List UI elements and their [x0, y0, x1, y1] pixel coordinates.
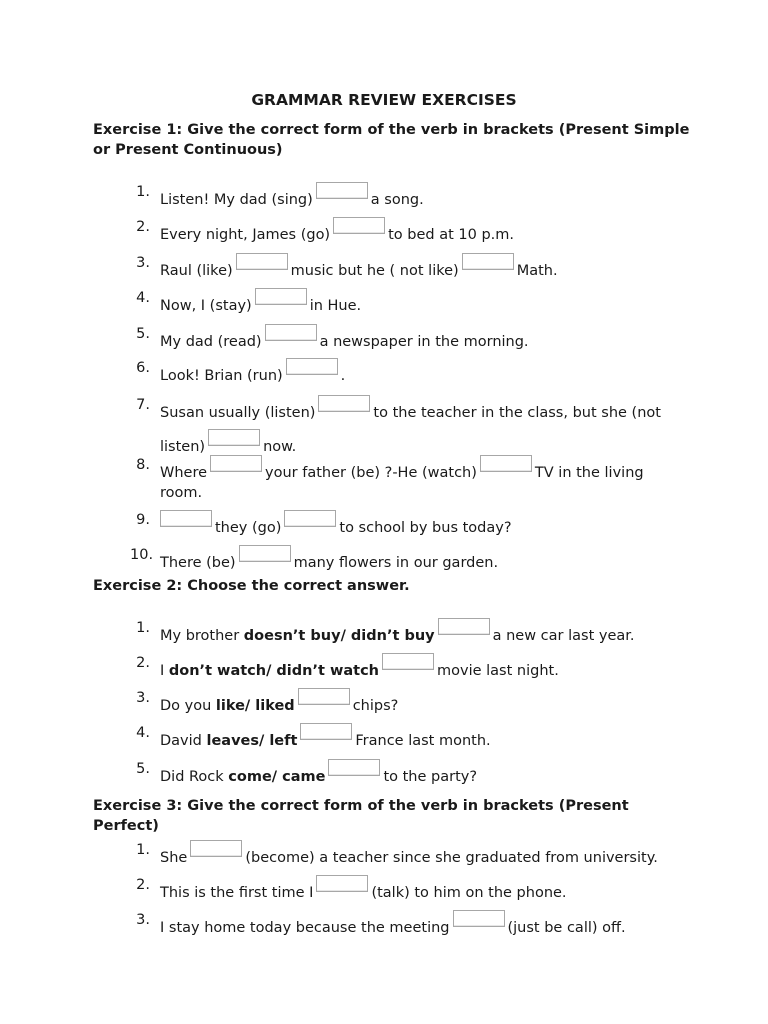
answer-box[interactable] [210, 455, 262, 472]
exercise-1-item-5 [130, 324, 670, 352]
item-text: to school by bus today? [339, 520, 512, 536]
item-text: your father (be) ?-He (watch) [265, 465, 477, 481]
item-number: 1. [136, 620, 150, 636]
item-text: France last month. [355, 733, 491, 749]
exercise-1-item-10 [130, 545, 670, 573]
exercise-2-item-4 [130, 723, 670, 751]
item-number: 1. [136, 842, 150, 858]
item-text: to the teacher in the class, but she (not [373, 405, 661, 421]
item-text: Look! Brian (run) [160, 368, 283, 384]
answer-box[interactable] [265, 324, 317, 341]
item-number: 2. [136, 219, 150, 235]
item-number: 3. [136, 912, 150, 928]
item-text: There (be) [160, 555, 236, 571]
item-number: 2. [136, 877, 150, 893]
answer-options: come/ came [228, 769, 326, 785]
item-text: (become) a teacher since she graduated from university. [245, 850, 658, 866]
item-number: 4. [136, 725, 150, 741]
answer-box[interactable] [316, 875, 368, 892]
answer-box[interactable] [453, 910, 505, 927]
answer-box[interactable] [286, 358, 338, 375]
item-text: David [160, 733, 202, 749]
exercise-1-item-2 [130, 217, 670, 245]
exercise-3-item-1 [130, 840, 670, 868]
exercise-1-item-7 [130, 395, 670, 457]
exercise-1-item-6 [130, 358, 670, 386]
item-text: (talk) to him on the phone. [371, 885, 567, 901]
answer-box[interactable] [318, 395, 370, 412]
exercise-2-item-1 [130, 618, 670, 646]
page-title: GRAMMAR REVIEW EXERCISES [251, 91, 517, 109]
answer-box[interactable] [190, 840, 242, 857]
item-text: Math. [516, 263, 558, 279]
item-text: Did Rock [160, 769, 224, 785]
item-text: Where [160, 465, 208, 481]
item-text: a newspaper in the morning. [319, 334, 529, 350]
item-text: Now, I (stay) [160, 298, 252, 314]
item-text: I stay home today because the meeting [160, 920, 450, 936]
item-text: room. [160, 485, 203, 501]
answer-box[interactable] [382, 653, 434, 670]
item-number: 10. [130, 547, 154, 563]
exercise-2-heading: Exercise 2: Choose the correct answer. [93, 578, 410, 594]
item-text: Raul (like) [160, 263, 233, 279]
item-number: 9. [136, 512, 150, 528]
exercise-3-item-3 [130, 910, 670, 938]
item-number: 3. [136, 690, 150, 706]
item-number: 5. [136, 761, 150, 777]
answer-options: doesn’t buy/ didn’t buy [243, 628, 435, 644]
exercise-2-item-2 [130, 653, 670, 681]
answer-box[interactable] [328, 759, 380, 776]
answer-box[interactable] [236, 253, 288, 270]
exercise-3-item-2 [130, 875, 670, 903]
exercise-3-heading: Exercise 3: Give the correct form of the verb in brackets (Present Perfect) [93, 798, 629, 834]
item-text: they (go) [215, 520, 282, 536]
answer-box[interactable] [208, 429, 260, 446]
answer-box[interactable] [300, 723, 352, 740]
item-number: 2. [136, 655, 150, 671]
item-text: music but he ( not like) [290, 263, 459, 279]
answer-box[interactable] [333, 217, 385, 234]
answer-options: like/ liked [215, 698, 295, 714]
item-text: many flowers in our garden. [293, 555, 499, 571]
answer-box[interactable] [480, 455, 532, 472]
item-number: 5. [136, 326, 150, 342]
answer-box[interactable] [284, 510, 336, 527]
exercise-1-item-3 [130, 253, 670, 281]
answer-options: leaves/ left [206, 733, 298, 749]
answer-box[interactable] [462, 253, 514, 270]
answer-box[interactable] [239, 545, 291, 562]
exercise-1-item-1 [130, 182, 670, 210]
answer-box[interactable] [316, 182, 368, 199]
exercise-1-item-4 [130, 288, 670, 316]
item-text: (just be call) off. [507, 920, 626, 936]
item-text: TV in the living [534, 465, 644, 481]
answer-box[interactable] [298, 688, 350, 705]
item-text: My brother [160, 628, 240, 644]
item-number: 3. [136, 255, 150, 271]
answer-box[interactable] [160, 510, 212, 527]
exercise-1-heading: Exercise 1: Give the correct form of the verb in brackets (Present Simple or Present Continuous) [93, 122, 690, 158]
item-text: chips? [352, 698, 399, 714]
item-number: 6. [136, 360, 150, 376]
item-text: Every night, James (go) [160, 227, 331, 243]
item-text: My dad (read) [160, 334, 262, 350]
exercise-1-item-8 [130, 455, 670, 503]
item-text: now. [263, 439, 297, 455]
item-text: Do you [160, 698, 212, 714]
item-text: to the party? [383, 769, 478, 785]
answer-box[interactable] [438, 618, 490, 635]
exercise-2-item-5 [130, 759, 670, 787]
item-text: in Hue. [309, 298, 362, 314]
item-text: I [160, 663, 165, 679]
answer-box[interactable] [255, 288, 307, 305]
item-text: listen) [160, 439, 206, 455]
exercise-2-item-3 [130, 688, 670, 716]
item-number: 4. [136, 290, 150, 306]
item-text: Listen! My dad (sing) [160, 192, 313, 208]
item-text: . [340, 368, 346, 384]
item-text: a new car last year. [492, 628, 635, 644]
item-number: 1. [136, 184, 150, 200]
answer-options: don’t watch/ didn’t watch [168, 663, 379, 679]
item-number: 7. [136, 397, 150, 413]
item-number: 8. [136, 457, 150, 473]
item-text: a song. [370, 192, 424, 208]
item-text: movie last night. [437, 663, 559, 679]
item-text: Susan usually (listen) [160, 405, 316, 421]
item-text: to bed at 10 p.m. [388, 227, 514, 243]
item-text: She [160, 850, 188, 866]
exercise-1-item-9 [130, 510, 670, 538]
item-text: This is the first time I [160, 885, 314, 901]
